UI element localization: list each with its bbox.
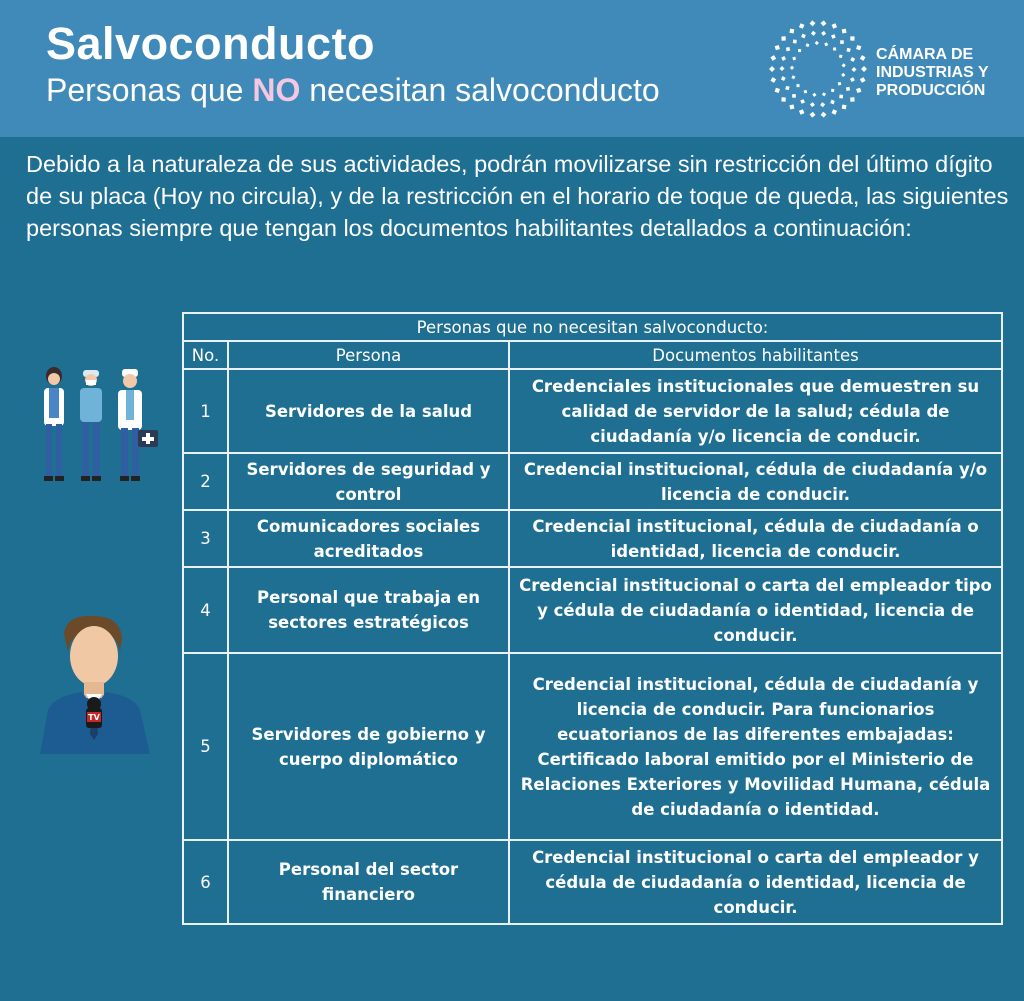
logo-dot [820,102,825,107]
logo-dot [799,23,805,29]
row-documentos: Credenciales institucionales que demuestren su calidad de servidor de la salud; cédula de ciudadanía y/o licencia de conducir. [509,369,1002,453]
logo-dot [781,76,786,81]
header-persona: Persona [228,341,509,369]
logo-dot [839,54,843,58]
logo-dot [841,73,845,77]
page-title: Salvoconducto [46,18,376,69]
row-number: 4 [183,567,228,653]
logo-dot [860,77,866,83]
table-row [183,840,1002,924]
logo-dot [804,90,808,94]
logo-dot [792,94,796,98]
logo-dot [811,31,816,36]
logo-dot [839,95,843,99]
logo-dot [821,112,827,118]
logo-dot [842,63,846,67]
logo-dot [799,109,805,115]
logo-dot [791,75,795,79]
logo-dot [824,42,828,46]
logo-wordmark [876,46,989,100]
row-documentos: Credencial institucional o carta del empleador tipo y cédula de ciudadanía o identidad, licencia de conducir. [509,567,1002,653]
row-persona: Servidores de la salud [228,369,509,453]
table-row [183,510,1002,567]
logo-dot [793,40,797,44]
logo-line-1: CÁMARA DE [876,46,974,63]
row-number: 5 [183,653,228,840]
logo-dot [822,92,826,96]
logo-dot [810,20,816,26]
logo-dot [810,112,816,118]
logo-dot [775,45,780,50]
logo-dot [831,89,835,93]
logo-dot [781,56,786,61]
logo-dot [810,102,815,107]
row-number: 1 [183,369,228,453]
subtitle-highlight: NO [252,72,301,108]
logo-dot [846,48,850,52]
intro-paragraph: Debido a la naturaleza de sus actividades, podrán movilizarse sin restricción del último dígito de su placa (Hoy no circula), y de la restricción en el horario de toque de queda, las siguientes personas siempre que tengan los documentos habilitantes detallados a continuación: [26,151,1009,241]
logo-dot [796,84,799,87]
logo-dot [833,47,836,50]
mic-label: TV [88,713,100,722]
row-documentos: Credencial institucional o carta del empleador y cédula de ciudadanía o identidad, licencia de conducir. [509,840,1002,924]
logo-dot [812,93,816,97]
row-number: 2 [183,453,228,510]
logo-dot [860,55,866,61]
table-row [183,369,1002,453]
health-workers-icon [32,366,182,494]
row-documentos: Credencial institucional, cédula de ciudadanía o identidad, licencia de conducir. [509,510,1002,567]
logo-dot [850,36,854,40]
logo-line-2: INDUSTRIAS Y [876,64,989,81]
logo-dot [770,55,776,61]
page-subtitle [46,72,660,109]
logo-dot [798,49,801,52]
table-caption-row [183,313,1002,341]
logo-dot [775,88,780,93]
logo-dot [831,34,836,39]
row-persona: Servidores de gobierno y cuerpo diplomático [228,653,509,840]
table-caption: Personas que no necesitan salvoconducto: [183,313,1002,341]
logo-dot [770,77,776,83]
logo-dot [838,82,842,86]
row-documentos: Credencial institucional, cédula de ciudadanía y licencia de conducir. Para funcionarios ecuatorianos de las diferentes embajadas: Certificado laboral emitido por el Ministerio de Relaciones Exteriores y Movilidad Humana, cédula de ciudadanía o identidad. [509,653,1002,840]
logo-dot [821,31,826,36]
table-row [183,453,1002,510]
table-row [183,567,1002,653]
logo-dot [850,57,855,62]
logo-dot [840,40,844,44]
logo-dot [779,66,784,71]
row-number: 3 [183,510,228,567]
logo-dot [842,104,847,109]
logo-dot [842,29,847,34]
logo-dot [790,66,794,70]
table-row [183,653,1002,840]
logo-dot [800,99,805,104]
logo-dot [769,66,775,72]
logo-dot [781,97,785,101]
reporter-icon [36,612,156,754]
logo-dot [832,23,838,29]
logo-dot [861,66,867,72]
row-documentos: Credencial institucional, cédula de ciudadanía y/o licencia de conducir. [509,453,1002,510]
header-documentos: Documentos habilitantes [509,341,1002,369]
logo-dot [806,43,810,47]
logo-dot [832,109,838,115]
row-persona: Personal del sector financiero [228,840,509,924]
header-banner [0,0,1024,137]
subtitle-prefix: Personas que [46,72,253,108]
logo-dot [789,104,794,109]
logo-dot [789,29,794,34]
logo-dot [792,57,796,61]
logo-dot [785,86,789,90]
row-number: 6 [183,840,228,924]
logo-dot [821,20,827,26]
logo-dot [846,87,850,91]
logo-dot [851,67,856,72]
logo-dot [856,88,861,93]
logo-dot [850,77,855,82]
logo-dot [850,97,854,101]
row-persona: Servidores de seguridad y control [228,453,509,510]
row-persona: Comunicadores sociales acreditados [228,510,509,567]
row-persona: Personal que trabaja en sectores estratégicos [228,567,509,653]
header-no: No. [183,341,228,369]
logo-dot [781,36,785,40]
logo-dot [856,45,861,50]
table-header-row [183,341,1002,369]
logo-dot [786,47,790,51]
logo-dot [801,34,806,39]
logo-dot-ring [769,20,867,117]
logo-line-3: PRODUCCIÓN [876,82,986,99]
logo-dot [815,41,819,45]
logo-dot [830,100,835,105]
document-table [182,312,1003,925]
subtitle-suffix: necesitan salvoconducto [300,72,660,108]
